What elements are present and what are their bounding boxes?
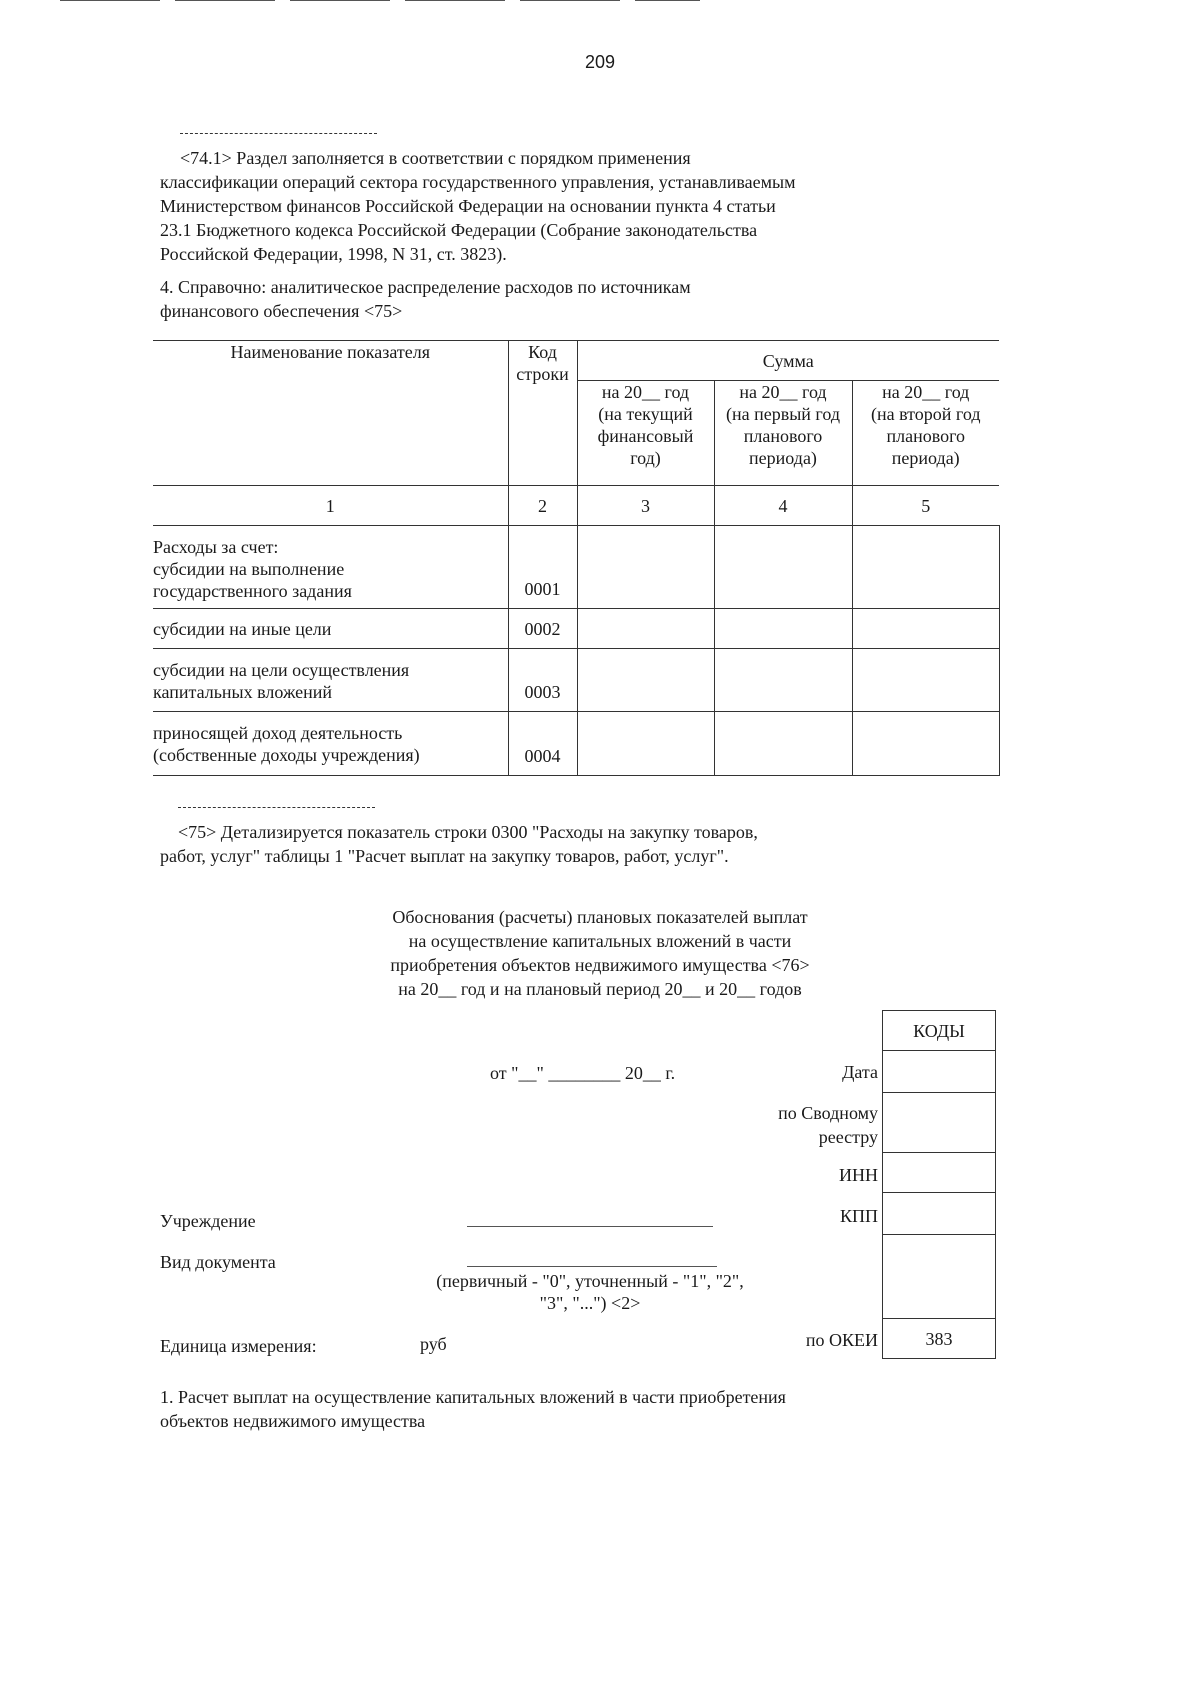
- header-sum: Сумма: [577, 341, 999, 381]
- page-number: 209: [584, 52, 616, 72]
- footnote-line: работ, услуг" таблицы 1 "Расчет выплат на закупку товаров, работ, услуг".: [160, 846, 729, 866]
- doc-type-note-line: (первичный - "0", уточненный - "1", "2",: [436, 1271, 744, 1291]
- title-line: Обоснования (расчеты) плановых показателей выплат: [392, 907, 808, 927]
- value-cell[interactable]: [852, 526, 999, 609]
- row-label: [153, 609, 508, 649]
- doc-type-note: [420, 1270, 760, 1314]
- header-name: Наименование показателя: [153, 341, 508, 486]
- footnote-line: 23.1 Бюджетного кодекса Российской Федерации (Собрание законодательства: [160, 220, 758, 240]
- column-number: 1: [153, 486, 508, 526]
- doc-type-label: Вид документа: [160, 1252, 276, 1272]
- doc-type-code-field[interactable]: [883, 1235, 996, 1319]
- value-cell[interactable]: [577, 712, 714, 776]
- value-cell[interactable]: [577, 609, 714, 649]
- row-label-line: капитальных вложений: [153, 682, 333, 702]
- codes-box: [882, 1010, 996, 1359]
- value-cell[interactable]: [577, 526, 714, 609]
- column-number: 4: [714, 486, 852, 526]
- institution-field[interactable]: [467, 1226, 713, 1227]
- section-4-heading: [160, 275, 780, 323]
- doc-type-field[interactable]: [467, 1266, 717, 1267]
- institution-label: Учреждение: [160, 1211, 256, 1231]
- kpp-code-field[interactable]: [883, 1193, 996, 1235]
- row-label-line: Расходы за счет:: [153, 537, 279, 557]
- section-1-line: 1. Расчет выплат на осуществление капитальных вложений в части приобретения: [160, 1387, 786, 1407]
- okei-label: по ОКЕИ: [805, 1330, 878, 1350]
- value-cell[interactable]: [852, 712, 999, 776]
- row-label: [153, 649, 508, 712]
- scan-edge-line: [175, 0, 275, 1]
- codes-header: КОДЫ: [883, 1011, 996, 1051]
- footnote-line: Министерством финансов Российской Федерации на основании пункта 4 статьи: [160, 196, 776, 216]
- table-row: [153, 609, 999, 649]
- header-line: (на первый год: [725, 404, 841, 424]
- section-1-line: объектов недвижимого имущества: [160, 1411, 426, 1431]
- footnote-75: [160, 820, 800, 868]
- row-label-line: приносящей доход деятельность: [153, 723, 403, 743]
- footnote-line: <75> Детализируется показатель строки 0300 "Расходы на закупку товаров,: [178, 822, 758, 842]
- value-cell[interactable]: [714, 609, 852, 649]
- unit-label: Единица измерения:: [160, 1336, 317, 1356]
- date-label: Дата: [842, 1062, 878, 1082]
- section-4-line: 4. Справочно: аналитическое распределение расходов по источникам: [160, 277, 691, 297]
- header-line: на 20__ год: [601, 382, 690, 402]
- value-cell[interactable]: [852, 649, 999, 712]
- registry-label-line: реестру: [818, 1127, 878, 1147]
- column-number: 5: [852, 486, 999, 526]
- column-number: 2: [508, 486, 577, 526]
- header-line: год): [630, 448, 661, 468]
- header-line: периода): [749, 448, 817, 468]
- table-row: [153, 526, 999, 609]
- expense-distribution-table: [153, 340, 1000, 776]
- header-line: планового: [886, 426, 966, 446]
- scan-edge-line: [635, 0, 700, 1]
- row-label-line: субсидии на выполнение: [153, 559, 345, 579]
- header-first-plan-year: [714, 381, 852, 486]
- kpp-label: КПП: [839, 1206, 878, 1226]
- value-cell[interactable]: [714, 712, 852, 776]
- value-cell[interactable]: [714, 649, 852, 712]
- row-label: [153, 712, 508, 776]
- table-row: [153, 712, 999, 776]
- row-label-line: (собственные доходы учреждения): [153, 745, 420, 765]
- footnote-line: Российской Федерации, 1998, N 31, ст. 3823).: [160, 244, 507, 264]
- table-row: [153, 649, 999, 712]
- row-code: 0001: [508, 526, 577, 609]
- header-line: периода): [891, 448, 960, 468]
- okei-code-field[interactable]: 383: [883, 1319, 996, 1359]
- row-code: 0004: [508, 712, 577, 776]
- row-label-line: государственного задания: [153, 581, 352, 601]
- footnote-separator: [180, 133, 377, 134]
- registry-code-field[interactable]: [883, 1093, 996, 1153]
- inn-label: ИНН: [839, 1165, 878, 1185]
- header-line: финансовый: [597, 426, 694, 446]
- section-4-line: финансового обеспечения <75>: [160, 301, 403, 321]
- scan-edge-line: [405, 0, 505, 1]
- row-label-line: субсидии на цели осуществления: [153, 660, 410, 680]
- header-line: на 20__ год: [739, 382, 827, 402]
- value-cell[interactable]: [852, 609, 999, 649]
- header-second-plan-year: [852, 381, 999, 486]
- column-number: 3: [577, 486, 714, 526]
- header-line: (на текущий: [598, 404, 693, 424]
- inn-code-field[interactable]: [883, 1153, 996, 1193]
- header-code: Код строки: [508, 341, 577, 486]
- value-cell[interactable]: [577, 649, 714, 712]
- justification-title: [340, 905, 860, 1001]
- header-current-year: [577, 381, 714, 486]
- value-cell[interactable]: [714, 526, 852, 609]
- header-line: (на второй год: [870, 404, 981, 424]
- scan-edge-line: [520, 0, 620, 1]
- footnote-line: <74.1> Раздел заполняется в соответствии с порядком применения: [180, 148, 691, 168]
- scan-edge-line: [290, 0, 390, 1]
- date-code-field[interactable]: [883, 1051, 996, 1093]
- unit-value: руб: [420, 1334, 447, 1354]
- footnote-line: классификации операций сектора государственного управления, устанавливаемым: [160, 172, 796, 192]
- registry-label-line: по Сводному: [778, 1103, 878, 1123]
- title-line: на 20__ год и на плановый период 20__ и 20__ годов: [398, 979, 802, 999]
- title-line: приобретения объектов недвижимого имущества <76>: [390, 955, 810, 975]
- row-code: 0003: [508, 649, 577, 712]
- row-label: [153, 526, 508, 609]
- footnote-separator: [178, 807, 375, 808]
- row-code: 0002: [508, 609, 577, 649]
- row-label-line: субсидии на иные цели: [153, 618, 332, 639]
- title-line: на осуществление капитальных вложений в части: [408, 931, 792, 951]
- scan-edge-line: [60, 0, 160, 1]
- header-line: на 20__ год: [882, 382, 970, 402]
- registry-label: [700, 1101, 878, 1149]
- section-1-heading: [160, 1385, 840, 1433]
- footnote-74-1: [160, 146, 830, 266]
- header-line: планового: [743, 426, 823, 446]
- doc-type-note-line: "3", "...") <2>: [539, 1293, 641, 1313]
- date-from-line: от "__" ________ 20__ г.: [490, 1063, 676, 1083]
